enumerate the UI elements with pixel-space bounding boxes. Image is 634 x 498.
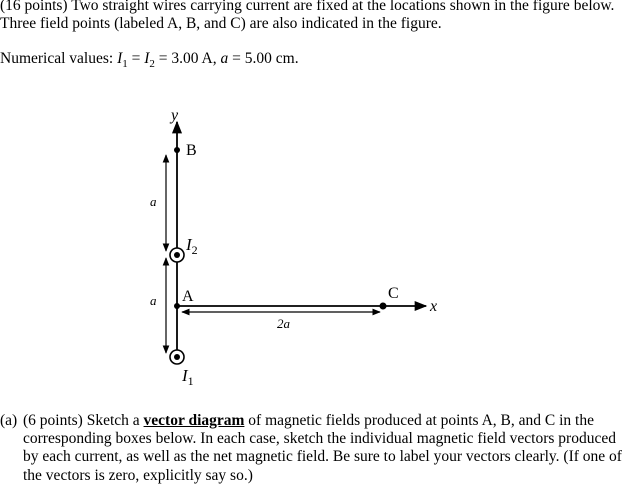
wire-figure — [140, 98, 460, 388]
part-a-text-before: (6 points) Sketch a — [23, 412, 144, 429]
numerical-values — [0, 50, 299, 71]
intro-line-2: Three field points (labeled A, B, and C) are also indicated in the figure. — [0, 15, 442, 32]
symbol-i2: I — [144, 50, 150, 67]
wire-diagram — [140, 98, 460, 388]
wire-i2-out-of-page-icon — [170, 248, 184, 262]
current-value: = 3.00 A, — [154, 50, 221, 67]
symbol-i1: I — [117, 50, 123, 67]
numerical-prefix: Numerical values: — [0, 50, 118, 67]
part-a-emphasis: vector diagram — [143, 412, 245, 429]
part-a-question — [0, 412, 632, 485]
point-a-dot — [174, 303, 180, 309]
part-a-text-after: of magnetic fields produced at points A, B, and C in the corresponding boxes below. In each case, sketch the individual magnetic field vectors produced by each current, as well as the net magnetic field. Be sure to label your vectors clearly. (If one of the vectors is zero, explicitly say so.) — [23, 412, 622, 484]
part-a-label: (a) — [0, 412, 18, 429]
distance-value: = 5.00 cm. — [228, 50, 299, 67]
problem-intro — [0, 0, 614, 33]
part-a-text — [23, 412, 632, 485]
point-b-label: B — [186, 142, 197, 159]
point-c-label: C — [388, 285, 399, 302]
point-a-label: A — [182, 288, 194, 305]
equals-1: = — [127, 50, 145, 67]
y-axis-label: y — [171, 107, 179, 124]
wire-i1-out-of-page-icon — [170, 350, 184, 364]
intro-line-1: (16 points) Two straight wires carrying current are fixed at the locations shown in the figure below. — [0, 0, 615, 14]
x-axis-label: x — [430, 298, 438, 315]
dimension-label-lower: a — [150, 293, 157, 308]
numerical-equation — [117, 50, 299, 71]
dimension-label-horizontal: 2a — [277, 316, 290, 331]
symbol-a: a — [220, 50, 229, 67]
point-c-dot — [380, 303, 387, 310]
symbol-i2-sub: 2 — [149, 58, 155, 71]
dimension-label-upper: a — [150, 194, 157, 209]
wire-i1-label: $I_1$ — [182, 366, 194, 388]
symbol-i1-sub: 1 — [122, 58, 128, 71]
wire-i2-label: $I_2$ — [186, 235, 198, 257]
point-b-dot — [174, 147, 180, 153]
